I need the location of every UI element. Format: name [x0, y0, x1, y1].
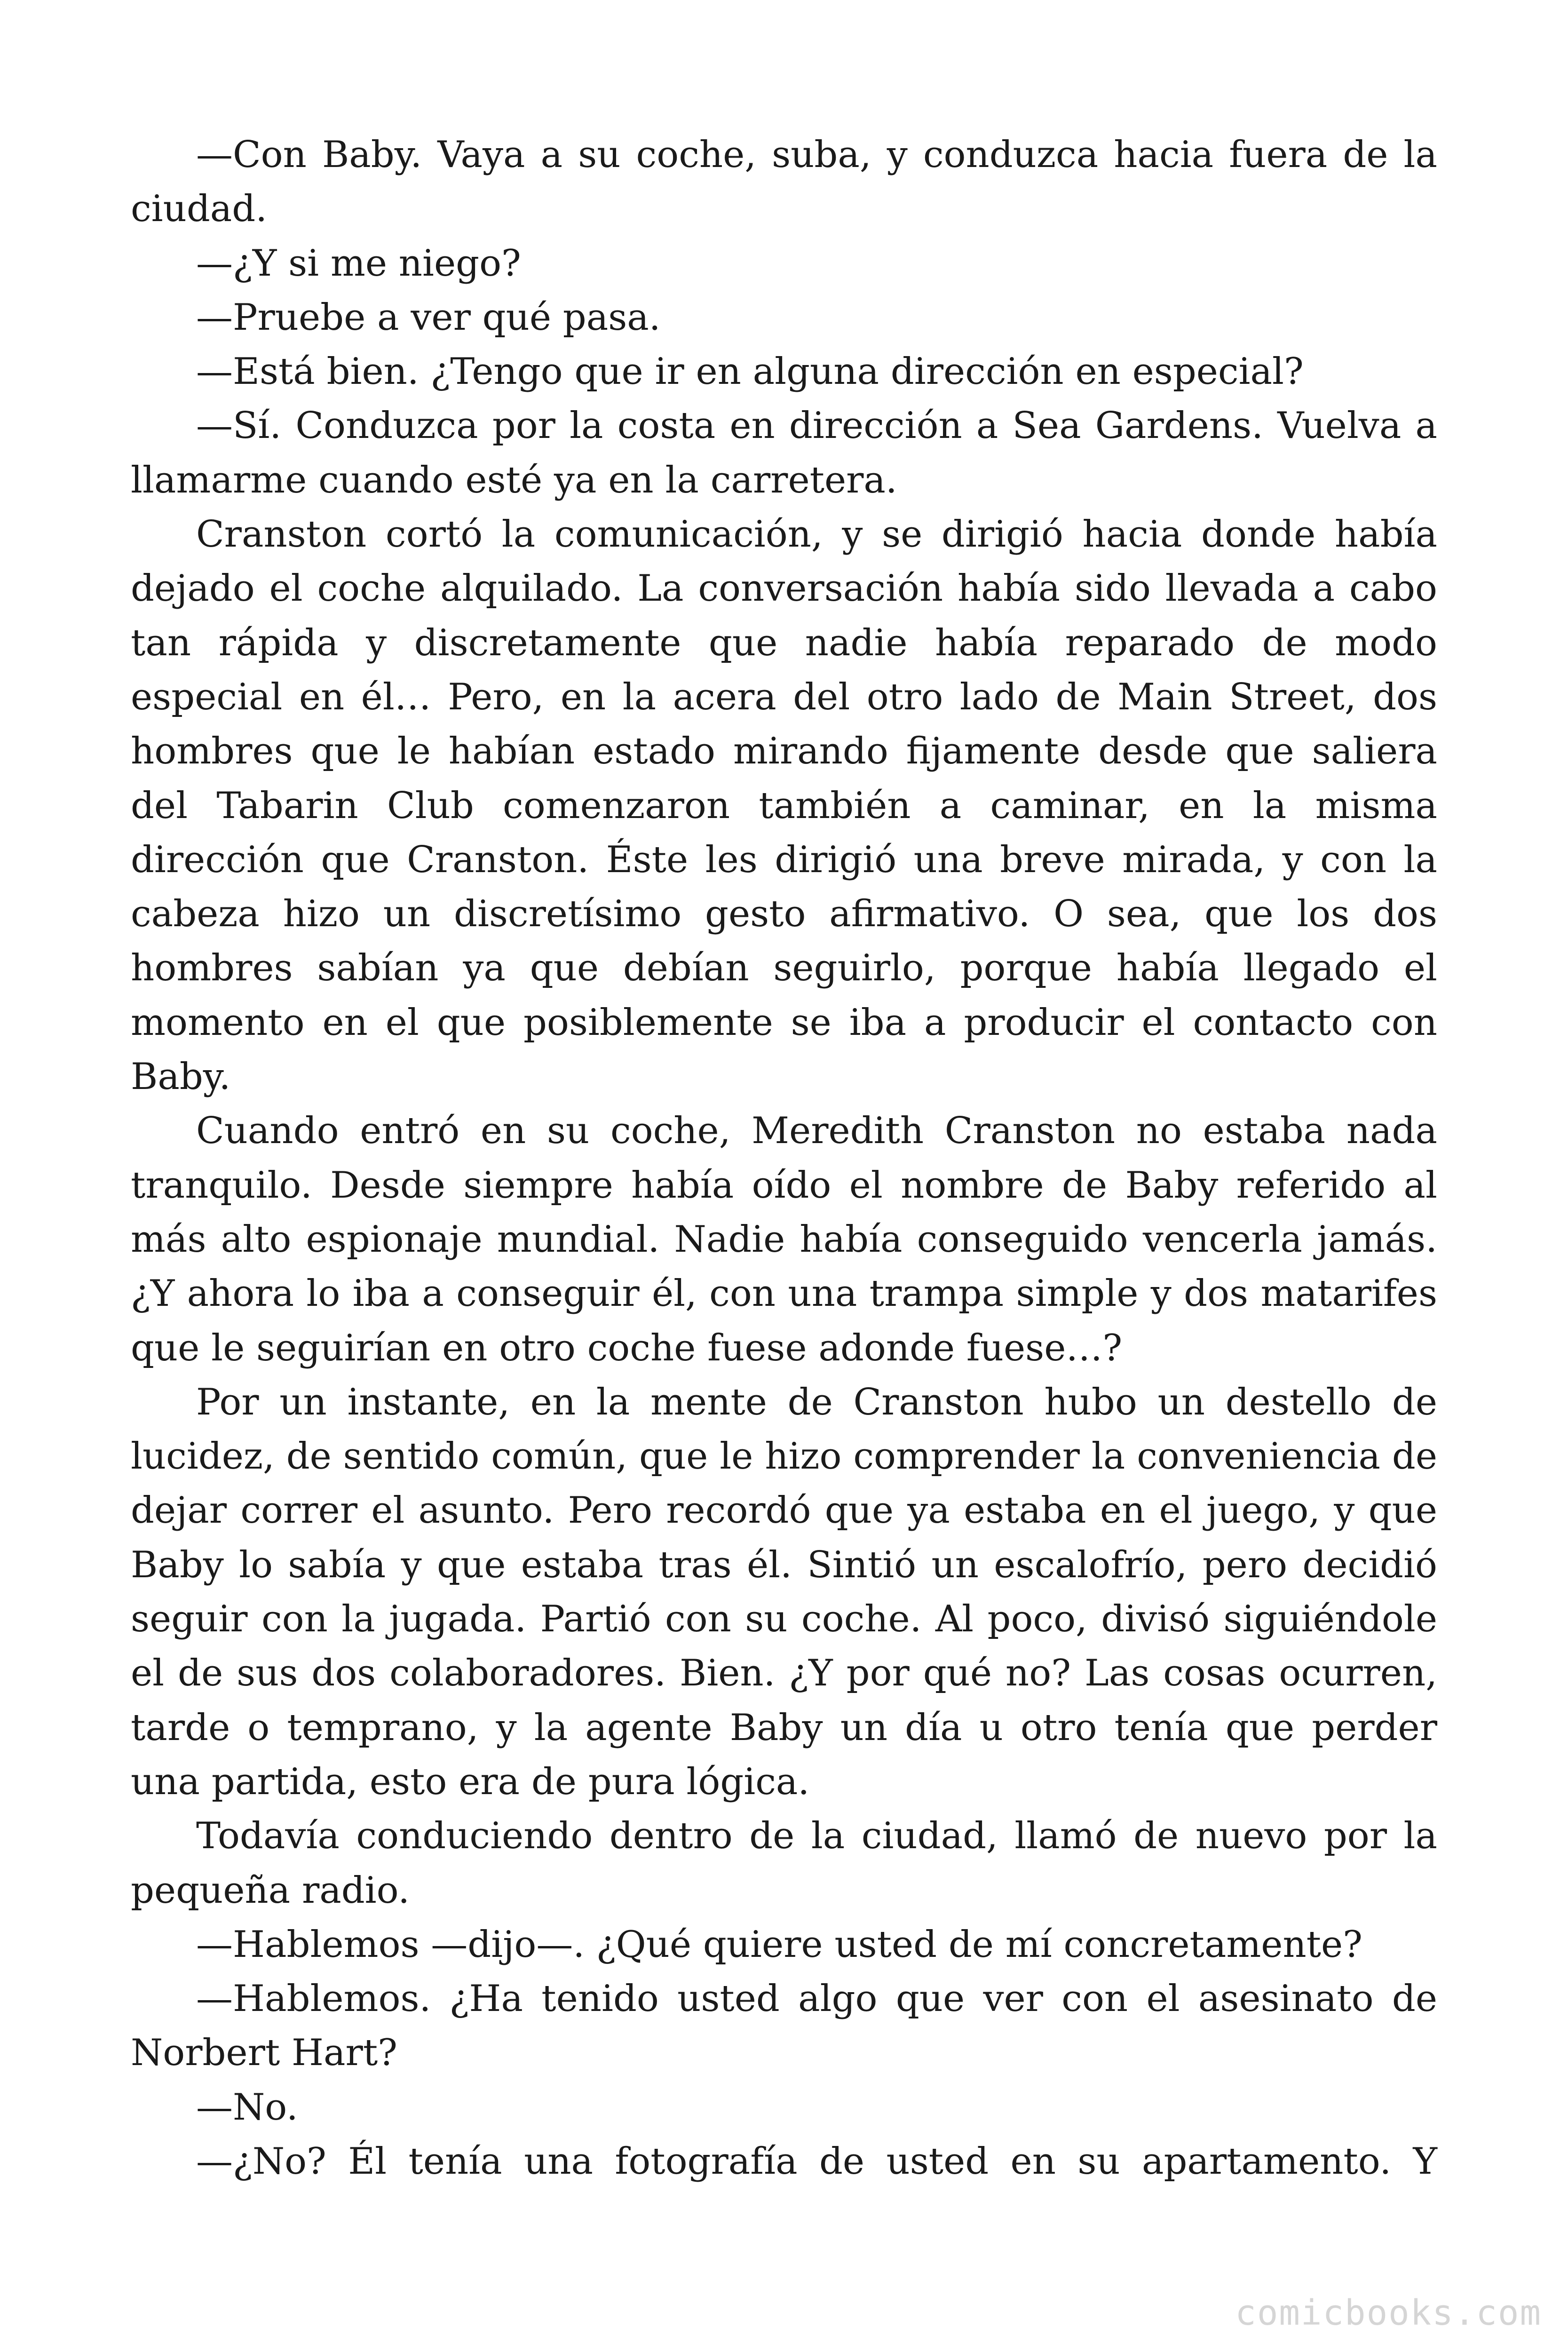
paragraph: —Sí. Conduzca por la costa en dirección a Sea Gardens. Vuelva a llamarme cuando esté ya en la carretera. [131, 405, 1437, 501]
watermark: comicbooks.com [1235, 2293, 1542, 2333]
paragraph: Por un instante, en la mente de Cranston hubo un destello de lucidez, de sentido común, que le hizo comprender la conveniencia de dejar correr el asunto. Pero recordó que ya estaba en el juego, y que Baby lo sabía y que estaba tras él. Sintió un escalofrío, pero decidió seguir con la jugada. Partió con su coche. Al poco, divisó siguiéndole el de sus dos colaboradores. Bien. ¿Y por qué no? Las cosas ocurren, tarde o temprano, y la agente Baby un día u otro tenía que perder una partida, esto era de pura lógica. [131, 1381, 1437, 1803]
paragraph: —Hablemos —dijo—. ¿Qué quiere usted de mí concretamente? [196, 1923, 1363, 1966]
book-page-text [131, 128, 1437, 2189]
paragraph: —Pruebe a ver qué pasa. [196, 296, 661, 339]
paragraph: —Está bien. ¿Tengo que ir en alguna dirección en especial? [196, 350, 1304, 393]
paragraph: Todavía conduciendo dentro de la ciudad, llamó de nuevo por la pequeña radio. [131, 1815, 1437, 1912]
paragraph: —¿Y si me niego? [196, 242, 521, 285]
paragraph: —No. [196, 2086, 298, 2129]
paragraph: —Con Baby. Vaya a su coche, suba, y conduzca hacia fuera de la ciudad. [131, 134, 1437, 230]
paragraph: Cranston cortó la comunicación, y se dirigió hacia donde había dejado el coche alquilado. La conversación había sido llevada a cabo tan rápida y discretamente que nadie había reparado de modo especial en él… Pero, en la acera del otro lado de Main Street, dos hombres que le habían estado mirando fijamente desde que saliera del Tabarin Club comenzaron también a caminar, en la misma dirección que Cranston. Éste les dirigió una breve mirada, y con la cabeza hizo un discretísimo gesto afirmativo. O sea, que los dos hombres sabían ya que debían seguirlo, porque había llegado el momento en el que posiblemente se iba a producir el contacto con Baby. [131, 513, 1437, 1098]
paragraph: —Hablemos. ¿Ha tenido usted algo que ver con el asesinato de Norbert Hart? [131, 1978, 1437, 2074]
paragraph: —¿No? Él tenía una fotografía de usted en su apartamento. Y [196, 2140, 1437, 2183]
paragraph: Cuando entró en su coche, Meredith Cranston no estaba nada tranquilo. Desde siempre había oído el nombre de Baby referido al más alto espionaje mundial. Nadie había conseguido vencerla jamás. ¿Y ahora lo iba a conseguir él, con una trampa simple y dos matarifes que le seguirían en otro coche fuese adonde fuese…? [131, 1110, 1437, 1369]
